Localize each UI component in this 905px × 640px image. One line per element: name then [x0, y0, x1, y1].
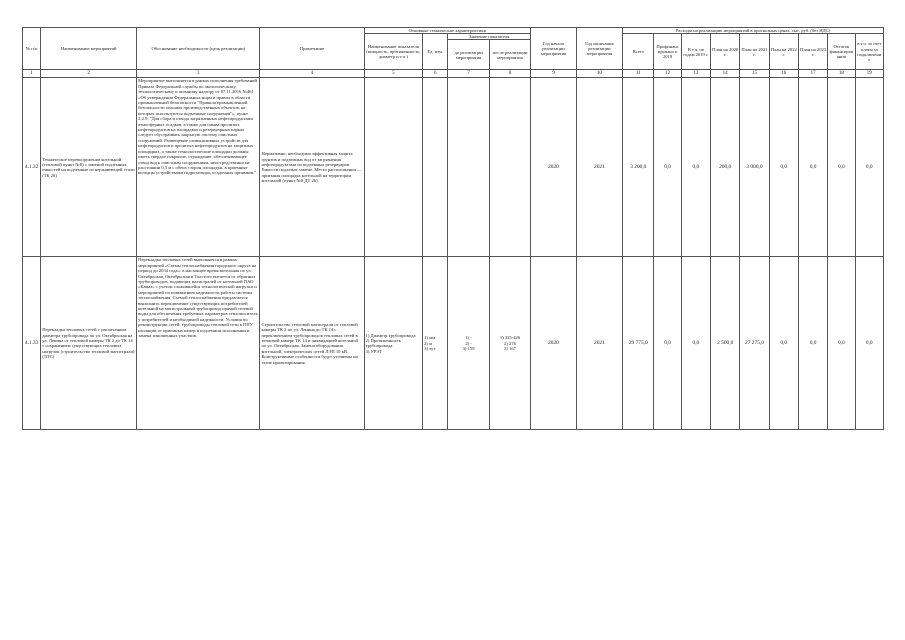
column-number: 15 — [740, 70, 769, 78]
row-before: 1) - 2) - 3) 159 — [448, 257, 489, 430]
row-no: 4.1.33 — [23, 257, 41, 430]
row-cost-2023: 0,0 — [798, 78, 827, 257]
column-number-row — [23, 70, 884, 78]
header-start-year: Год начала реализации мероприятия — [531, 28, 576, 70]
column-number: 3 — [137, 70, 260, 78]
investment-program-table — [22, 27, 884, 430]
header-name: Наименование мероприятий — [41, 28, 137, 70]
column-number: 19 — [855, 70, 884, 78]
column-number: 16 — [769, 70, 798, 78]
header-note: Примечание — [260, 28, 364, 70]
header-tech-before: до реализации мероприятия — [448, 40, 489, 70]
header-cost-2023: План на 2023 г. — [798, 34, 827, 70]
column-number: 14 — [711, 70, 740, 78]
row-cost-remaining: 0,0 — [828, 78, 855, 257]
header-cost-remaining: Остаток финансирования — [828, 34, 855, 70]
header-cost-fee: в т.ч. за счет платы за подключение — [855, 34, 884, 70]
row-justification: Перекладка тепловых сетей выполняется в рамках мероприятий «Схемы теплоснабжения городского округа на период до 2034 года»: в настоящее время котельная по ул. Октябрьская, Октябрьская и Толстого питается от обратных трубопроводов, подающих магистралей от котельной ПАО «Камаз» с учетом сложившейся технологической нагрузки и мероприятий по повышению надежности работы системы теплоснабжения. Схемой теплоснабжения предлагается выполнить переключение существующих потребителей котельной на магистральный трубопровод прямой сетевой воды для обеспечения требуемых параметров теплоносителя у потребителей и необходимой надежности. Условия по реконструкции сетей: трубопроводы тепловой сети в ППУ изоляции от приемных камер в подземном исполнении и замена изношенных участков. — [137, 257, 260, 430]
row-indicator: 1) Диаметр трубопровода 2) Протяженность трубопровода 3) УРЭТ — [364, 257, 423, 430]
row-cost-total: 29 775,0 — [623, 257, 654, 430]
row-end-year: 2021 — [576, 78, 622, 257]
column-number: 1 — [23, 70, 41, 78]
row-cost-2020: 2 500,0 — [711, 257, 740, 430]
row-cost-2023: 0,0 — [798, 257, 827, 430]
row-cost-fee: 0,0 — [855, 78, 884, 257]
row-cost-2019: 0,0 — [681, 78, 710, 257]
column-number: 5 — [364, 70, 423, 78]
header-tech-value: Значение показателя — [448, 34, 531, 40]
row-start-year: 2020 — [531, 78, 576, 257]
column-number: 18 — [828, 70, 855, 78]
row-cost-fee: 0,0 — [855, 257, 884, 430]
header-tech-after: после реализации мероприятия — [489, 40, 530, 70]
row-unit: 1) мм 2) м 3) тут — [423, 257, 448, 430]
header-tech-unit: Ед. изм. — [423, 34, 448, 70]
row-cost-2021: 3 000,0 — [740, 78, 769, 257]
row-name: Перекладка тепловых сетей с увеличением диаметра трубопровода по ул. Октябрьская на ул. Ленина от тепловой камеры ТК 2 до ТК 14 с сохранением существующих тепловых нагрузок (строительство тепловой магистрали) (ЛТС) — [41, 257, 137, 430]
row-cost-2020: 200,0 — [711, 78, 740, 257]
row-note: Нормативно, необходимо эффективная защита грунтов и подземных вод от загрязнения нефтепродуктами из подземных резервуаров. Емкости подлежат замене. Место расположения — приемная площадка котельной на территории котельной (пункт №8 ДТ 26). — [260, 78, 364, 257]
column-number: 7 — [448, 70, 489, 78]
column-number: 10 — [576, 70, 622, 78]
header-tech-group: Основные технические характеристики — [364, 28, 531, 34]
row-after — [489, 78, 530, 257]
document-page — [22, 27, 884, 430]
row-indicator — [364, 78, 423, 257]
column-number: 12 — [654, 70, 681, 78]
header-cost-2020: План на 2020 г. — [711, 34, 740, 70]
row-cost-remaining: 0,0 — [828, 257, 855, 430]
column-number: 4 — [260, 70, 364, 78]
row-start-year: 2020 — [531, 257, 576, 430]
column-number: 6 — [423, 70, 448, 78]
row-unit — [423, 78, 448, 257]
column-number: 2 — [41, 70, 137, 78]
column-number: 8 — [489, 70, 530, 78]
header-cost-2021: План на 2021 г. — [740, 34, 769, 70]
header-end-year: Год окончания реализации мероприятия — [576, 28, 622, 70]
row-cost-2022: 0,0 — [769, 78, 798, 257]
row-cost-financed: 0,0 — [654, 257, 681, 430]
column-number: 13 — [681, 70, 710, 78]
row-name: Техническое перевооружение котельной (тепловой пункт №8) с заменой подземных емкостей на подземные из нержавеющей стали (ТК 26) — [41, 78, 137, 257]
header-costs-group: Расходы на реализацию мероприятий в прогнозных ценах, тыс. руб. (без НДС) — [623, 28, 884, 34]
table-row — [23, 257, 884, 430]
header-tech-indicator: Наименование показателя (мощность, протяженность, диаметр и т.п.) — [364, 34, 423, 70]
row-end-year: 2021 — [576, 257, 622, 430]
header-justification: Обоснование необходимости (цель реализации) — [137, 28, 260, 70]
header-cost-total: Всего — [623, 34, 654, 70]
row-cost-2021: 27 275,0 — [740, 257, 769, 430]
header-cost-2019: В т.ч. по годам 2019 г. — [681, 34, 710, 70]
row-cost-2022: 0,0 — [769, 257, 798, 430]
row-after: 1) 325-426 2) 276 3) 167 — [489, 257, 530, 430]
row-cost-2019: 0,0 — [681, 257, 710, 430]
table-row — [23, 78, 884, 257]
row-cost-total: 3 200,0 — [623, 78, 654, 257]
column-number: 9 — [531, 70, 576, 78]
column-number: 11 — [623, 70, 654, 78]
row-cost-financed: 0,0 — [654, 78, 681, 257]
header-cost-financed: Профинансировано к 2019 — [654, 34, 681, 70]
header-cost-2022: План на 2022 г. — [769, 34, 798, 70]
header-no: № п/п — [23, 28, 41, 70]
row-no: 4.1.32 — [23, 78, 41, 257]
row-justification: Мероприятие выполняется в рамках исполнения требований Приказа Федеральной службы по экологическому, технологическому и атомному надзору от 07.11.2016 №461 «Об утверждении Федеральных норм и правил в области промышленной безопасности "Правила промышленной безопасности опасных производственных объектов, на которых используются подъемные сооружения"», пункт 2.2.9: "Для сбора и отвода загрязненных нефтепродуктами атмосферных осадков, а также для смыва пролитых нефтепродуктов на площадках и резервуарных парках следует обустраивать закрытую систему очистных сооружений. Размещение сливоналивных устройств для нефтепродуктов и пролитых нефтепродуктов на защитных площадках, а также технологические площадки должны иметь твердое покрытие, ограждение, обеспечивающее отвод вод к очистным сооружениям, непосредственно на расстоянии 0,5 м с обеих сторон площадки, в приемные колодцы устройствами гидрозатвора, осадочных приямков." — [137, 78, 260, 257]
row-note: Строительство тепловой магистрали от тепловой камеры ТК 2 по ул. Ленина до ТК 14 с переключением трубопроводов тепловых сетей в тепловой камере ТК 14 и ликвидацией котельной по ул. Октябрьская. Замена оборудования котельной, электрических сетей ЛЭП 10 кВ. Конструктивные особенности будут уточнены на этапе проектирования. — [260, 257, 364, 430]
column-number: 17 — [798, 70, 827, 78]
row-before — [448, 78, 489, 257]
